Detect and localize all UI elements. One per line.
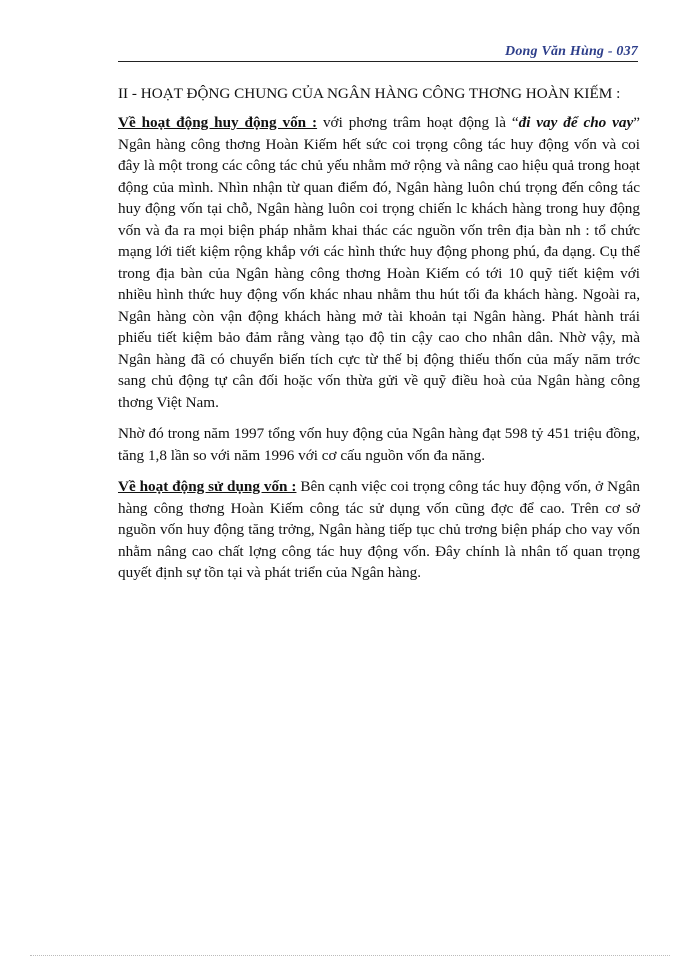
paragraph-mobilization-lead: Về hoạt động huy động vốn : [118, 114, 318, 131]
paragraph-usage-text: Bên cạnh việc coi trọng công tác huy động vốn, ở Ngân hàng công thơng Hoàn Kiếm công tác sử dụng vốn cũng đợc để cao. Trên cơ sở nguồn vốn huy động tăng trởng, Ngân hàng tiếp tục chủ trơng biện pháp cho vay vốn nhằm nâng cao chất lợng công tác huy động vốn. Đây chính là nhân tố quan trọng quyết định sự tồn tại và phát triển của Ngân hàng. [118, 478, 640, 581]
footer-rule [30, 955, 670, 956]
paragraph-mobilization-emphasis: đi vay để cho vay [518, 114, 634, 131]
paragraph-usage-lead: Về hoạt động sử dụng vốn : [118, 478, 297, 495]
paragraph-results: Nhờ đó trong năm 1997 tổng vốn huy động của Ngân hàng đạt 598 tỷ 451 triệu đồng, tăng 1,8 lần so với năm 1996 với cơ cấu nguồn vốn đa năng. [118, 425, 640, 464]
running-header: Dong Văn Hùng - 037 [505, 44, 638, 59]
paragraph-usage [118, 476, 640, 584]
document-body [118, 84, 640, 594]
paragraph-mobilization-text-a: với phơng trâm hoạt động là “ [317, 114, 519, 131]
paragraph-mobilization-text-b: ” Ngân hàng công thơng Hoàn Kiếm hết sức coi trọng công tác huy động vốn và coi đây là một trong các công tác chủ yếu nhằm mở rộng và nâng cao hiệu quả trong hoạt động của mình. Nhìn nhận từ quan điểm đó, Ngân hàng luôn chú trọng đến công tác huy động vốn tại chỗ, Ngân hàng luôn coi trọng chiến lc khách hàng trong huy động vốn và đa ra mọi biện pháp nhằm khai thác các nguồn vốn trên địa bàn nh : tổ chức mạng lới tiết kiệm rộng khắp với các hình thức huy động phong phú, đa dạng. Cụ thể trong địa bàn của Ngân hàng công thơng Hoàn Kiếm có tới 10 quỹ tiết kiệm với nhiều hình thức huy động vốn khác nhau nhằm thu hút tối đa khách hàng. Ngoài ra, Ngân hàng còn vận động khách hàng mở tài khoản tại Ngân hàng. Phát hành trái phiếu tiết kiệm bảo đảm rằng vàng tạo độ tin cậy cao cho nhân dân. Nhờ vậy, mà Ngân hàng đã có chuyển biến tích cực từ thế bị động thiếu thốn của mấy năm trớc sang chủ động tự cân đối hoặc vốn thừa gửi về quỹ điều hoà của Ngân hàng công thơng Việt Nam. [118, 114, 640, 411]
header-rule [118, 61, 638, 62]
paragraph-mobilization [118, 112, 640, 413]
section-title: II - HOẠT ĐỘNG CHUNG CỦA NGÂN HÀNG CÔNG THƠNG HOÀN KIẾM : [118, 85, 621, 102]
